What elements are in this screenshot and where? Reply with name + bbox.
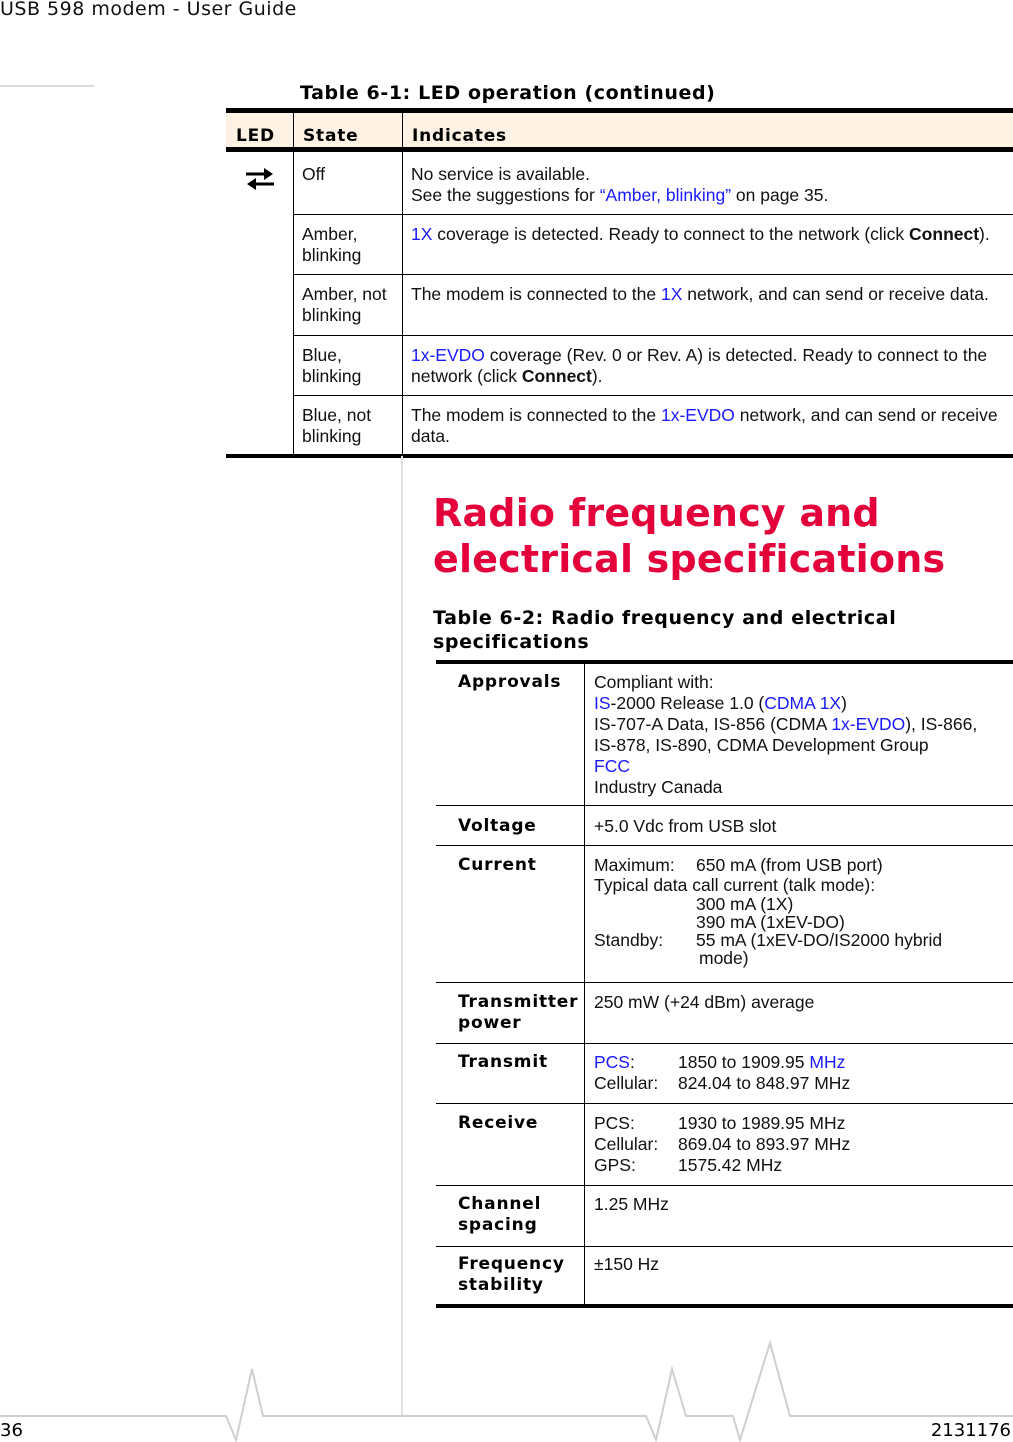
1x-evdo-link[interactable]: 1x-EVDO (831, 714, 906, 734)
1x-evdo-link[interactable]: 1x-EVDO (411, 345, 485, 365)
1x-evdo-link[interactable]: 1x-EVDO (661, 405, 735, 425)
voltage-value: +5.0 Vdc from USB slot (594, 816, 777, 836)
transmit-label: Transmit (458, 1052, 548, 1072)
page-number: 36 (0, 1420, 23, 1441)
1x-link[interactable]: 1X (661, 284, 683, 304)
state-amber-not-blinking: Amber, not blinking (302, 284, 387, 325)
indicates-text: See the suggestions for “Amber, blinking” on page 35. (411, 185, 829, 205)
channel-spacing-value: 1.25 MHz (594, 1194, 669, 1214)
frequency-stability-label: Frequency stability (458, 1254, 565, 1295)
pcs-link[interactable]: PCS (594, 1052, 630, 1072)
margin-rule (401, 456, 403, 1416)
section-title: Radio frequency and electrical specifications (433, 491, 946, 581)
document-number: 2131176 (930, 1420, 1011, 1441)
voltage-label: Voltage (458, 816, 537, 836)
indicates-blue-blinking: 1x-EVDO coverage (Rev. 0 or Rev. A) is detected. Ready to connect to the network (click Connect). (411, 345, 988, 386)
footer-waveform (0, 1335, 1013, 1442)
approvals-label: Approvals (458, 672, 562, 692)
indicates-blue-not-blinking: The modem is connected to the 1x-EVDO network, and can send or receive data. (411, 405, 998, 446)
state-blue-not-blinking: Blue, not blinking (302, 405, 372, 446)
indicates-amber-blinking: 1X coverage is detected. Ready to connect to the network (click Connect). (411, 224, 990, 244)
col-state: State (303, 126, 359, 146)
approvals-value: Compliant with: IS-2000 Release 1.0 (CDMA 1X) IS-707-A Data, IS-856 (CDMA 1x-EVDO), IS-866, IS-878, IS-890, CDMA Development Group FCC Industry Canada (594, 672, 978, 797)
transmitter-power-label: Transmitter power (458, 992, 579, 1033)
led-operation-table (226, 108, 1013, 458)
indicates-off (411, 164, 1006, 206)
channel-spacing-label: Channel spacing (458, 1194, 542, 1235)
transmit-value: PCS: 1850 to 1909.95 MHz Cellular: 824.04 to 848.97 MHz (594, 1052, 851, 1093)
cdma-1x-link[interactable]: CDMA 1X (764, 693, 842, 713)
header-rule (0, 85, 94, 87)
rf-specs-table (436, 660, 1013, 1308)
running-header: USB 598 modem - User Guide (0, 0, 297, 20)
indicates-text: No service is available. (411, 164, 590, 184)
is-link[interactable]: IS (594, 693, 611, 713)
current-label: Current (458, 855, 537, 875)
col-led: LED (236, 126, 275, 146)
network-arrows-icon (243, 166, 277, 197)
receive-label: Receive (458, 1113, 539, 1133)
state-amber-blinking: Amber, blinking (302, 224, 362, 265)
1x-link[interactable]: 1X (411, 224, 433, 244)
frequency-stability-value: ±150 Hz (594, 1254, 660, 1274)
state-blue-blinking: Blue, blinking (302, 345, 362, 386)
state-off: Off (302, 164, 326, 184)
col-indicates: Indicates (412, 126, 507, 146)
mhz-link[interactable]: MHz (809, 1052, 846, 1072)
fcc-link[interactable]: FCC (594, 756, 630, 776)
table2-caption: Table 6-2: Radio frequency and electrical specifications (433, 607, 897, 653)
table1-header-row (226, 108, 1013, 152)
indicates-amber-not-blinking: The modem is connected to the 1X network, and can send or receive data. (411, 284, 989, 304)
receive-value: PCS: 1930 to 1989.95 MHz Cellular: 869.04 to 893.97 MHz GPS: 1575.42 MHz (594, 1113, 851, 1175)
amber-blinking-link[interactable]: “Amber, blinking” (599, 185, 732, 205)
table1-caption: Table 6-1: LED operation (continued) (300, 82, 716, 104)
current-value: Maximum: 650 mA (from USB port) Typical data call current (talk mode): 300 mA (1X) 390 mA (1xEV-DO) Standby: 55 mA (1xEV-DO/IS2000 hybrid mode) (594, 855, 943, 968)
transmitter-power-value: 250 mW (+24 dBm) average (594, 992, 815, 1012)
